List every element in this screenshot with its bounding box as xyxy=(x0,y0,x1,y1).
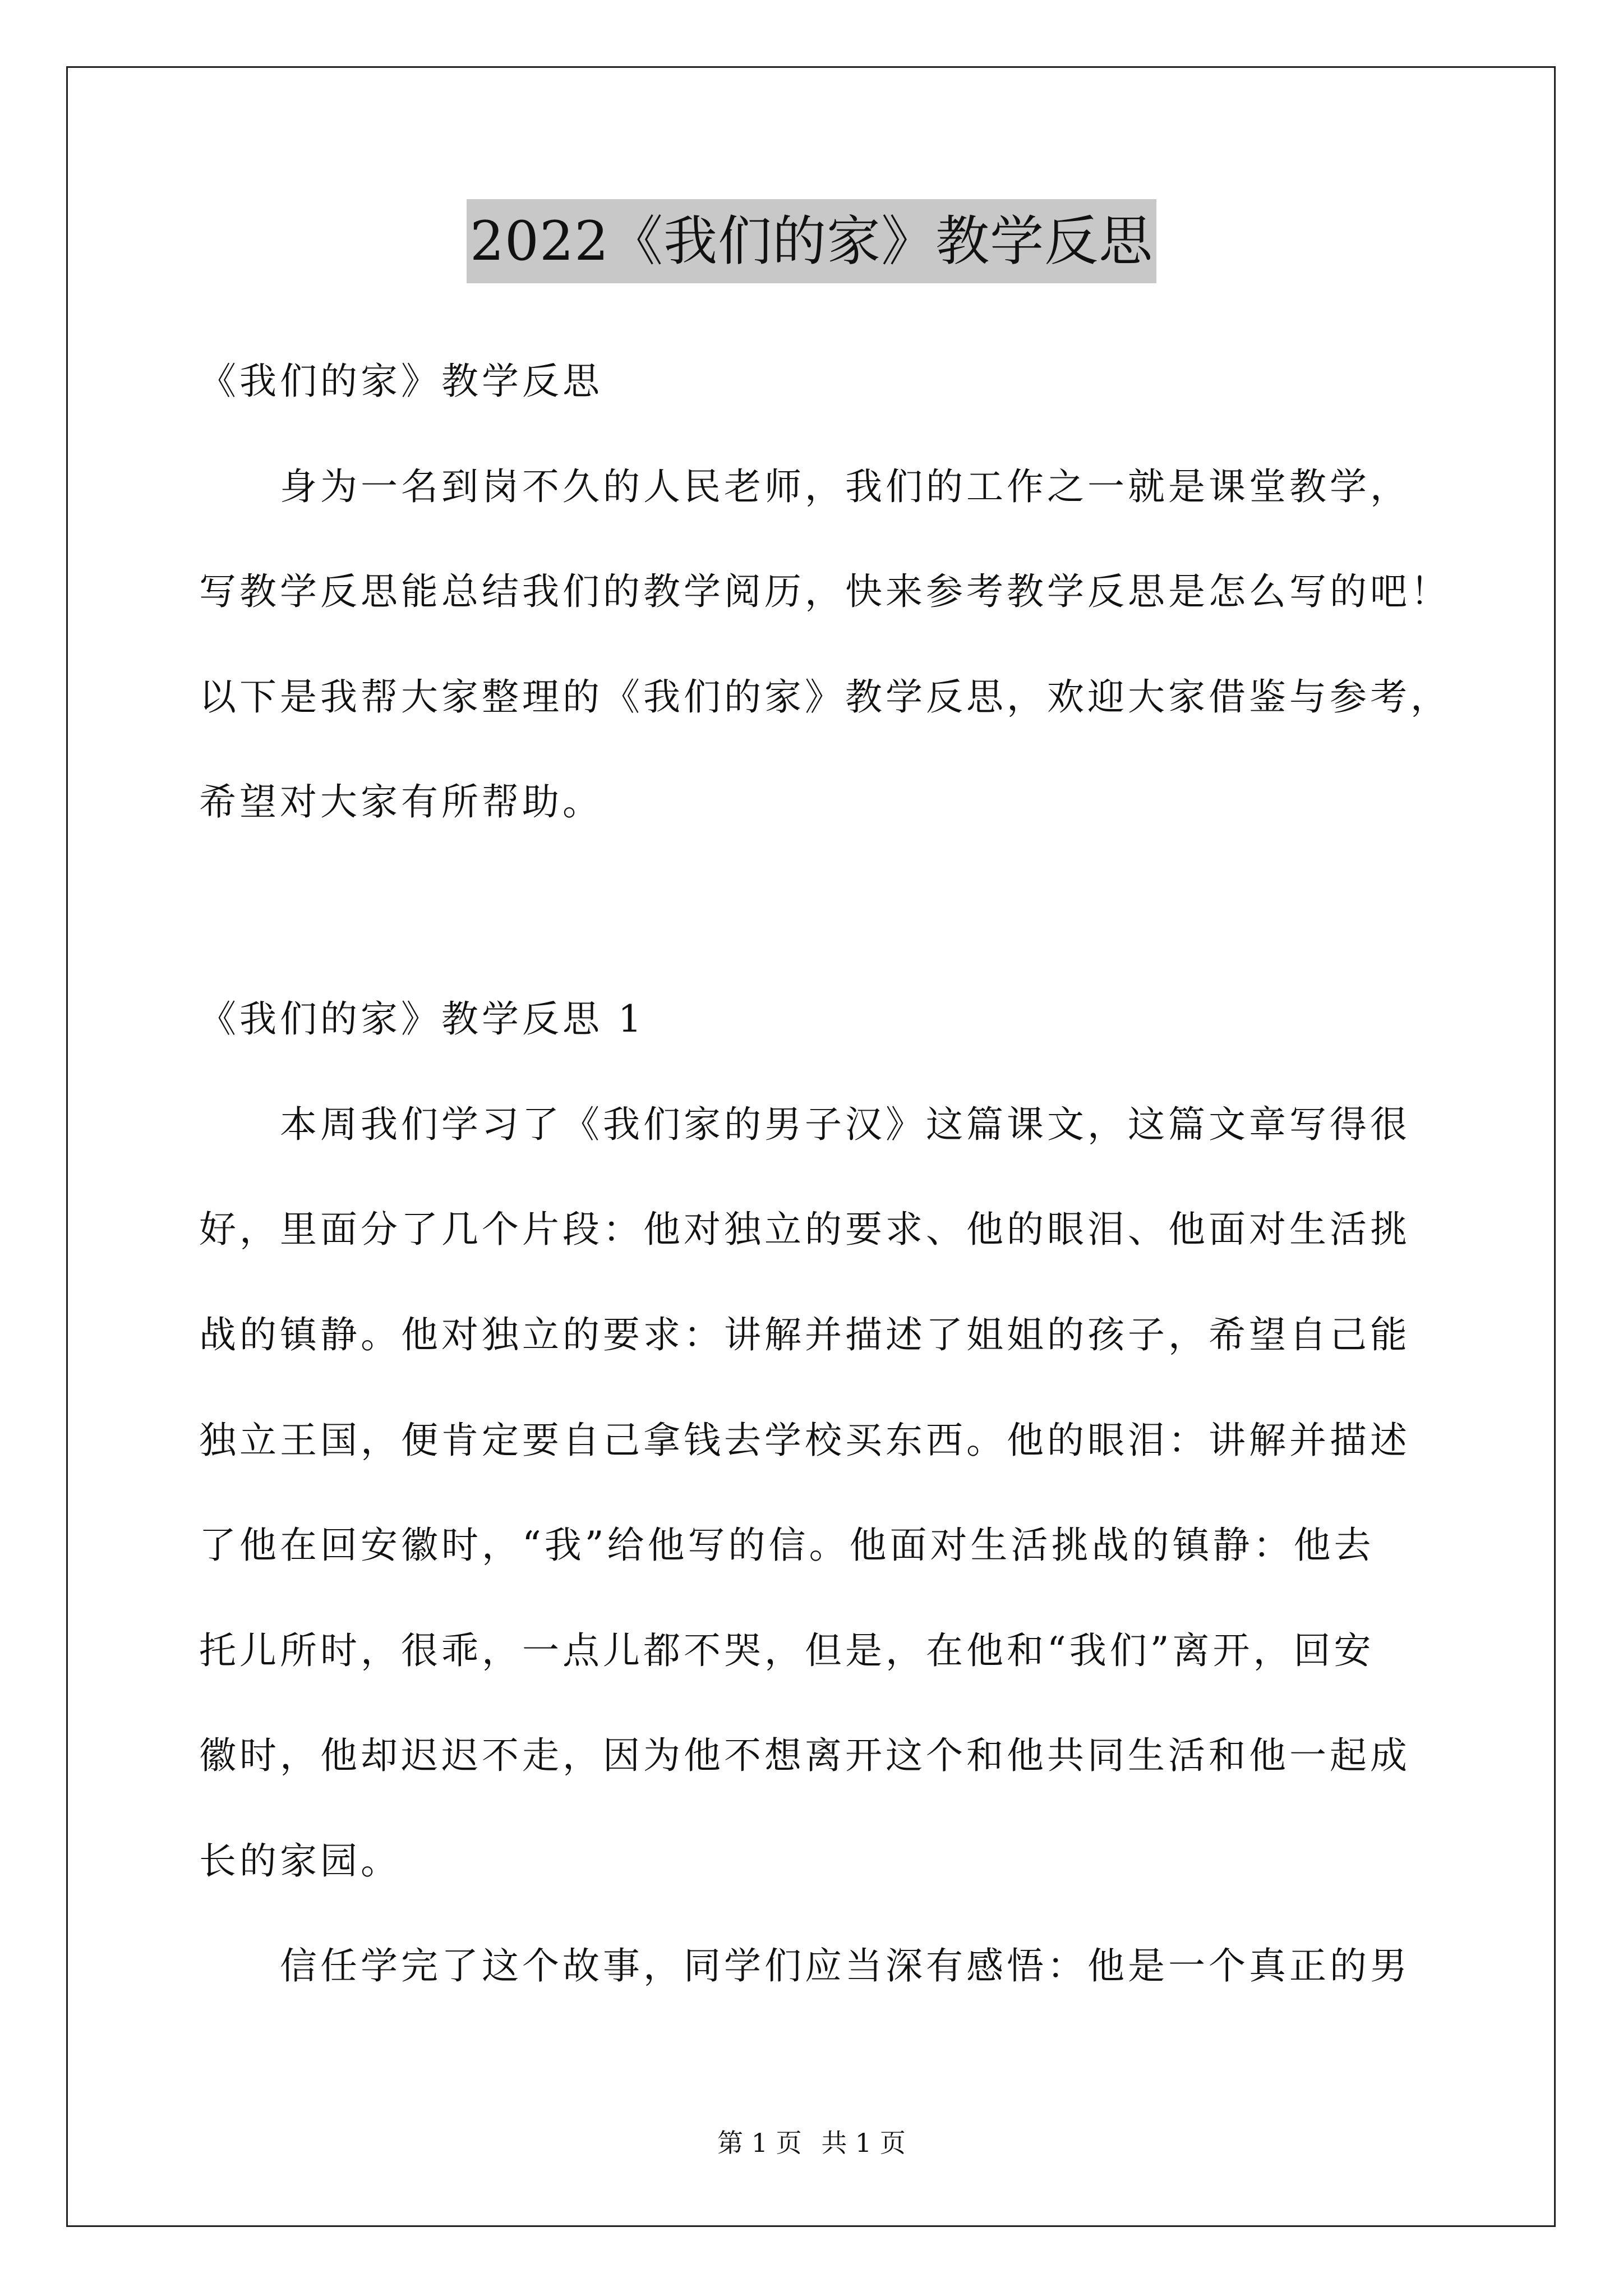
paragraph-line: 本周我们学习了《我们家的男子汉》这篇课文，这篇文章写得很 xyxy=(199,1103,1410,1146)
document-title: 2022《我们的家》教学反思 xyxy=(467,199,1156,283)
page-total: 共 1 页 xyxy=(821,2128,906,2158)
paragraph-line: 了他在回安徽时，“我”给他写的信。他面对生活挑战的镇静：他去 xyxy=(199,1524,1375,1567)
paragraph-line: 希望对大家有所帮助。 xyxy=(199,780,603,823)
paragraph-line: 好，里面分了几个片段：他对独立的要求、他的眼泪、他面对生活挑 xyxy=(199,1208,1410,1251)
title-container xyxy=(0,199,1623,283)
paragraph-line: 长的家园。 xyxy=(199,1839,401,1883)
paragraph-line: 身为一名到岗不久的人民老师，我们的工作之一就是课堂教学， xyxy=(199,465,1410,508)
paragraph-line: 托儿所时，很乖，一点儿都不哭，但是，在他和“我们”离开，回安 xyxy=(199,1629,1375,1672)
paragraph-line: 徽时，他却迟迟不走，因为他不想离开这个和他共同生活和他一起成 xyxy=(199,1734,1410,1777)
page-footer xyxy=(0,2126,1623,2160)
paragraph-line: 独立王国，便肯定要自己拿钱去学校买东西。他的眼泪：讲解并描述 xyxy=(199,1419,1410,1462)
page-number: 第 1 页 xyxy=(717,2128,802,2158)
paragraph-line: 信任学完了这个故事，同学们应当深有感悟：他是一个真正的男 xyxy=(199,1944,1410,1987)
section-heading: 《我们的家》教学反思 1 xyxy=(199,997,645,1041)
paragraph-line: 写教学反思能总结我们的教学阅历，快来参考教学反思是怎么写的吧！ xyxy=(199,570,1451,613)
paragraph-line: 战的镇静。他对独立的要求：讲解并描述了姐姐的孩子，希望自己能 xyxy=(199,1313,1410,1356)
section-heading: 《我们的家》教学反思 xyxy=(199,360,603,403)
paragraph-line: 以下是我帮大家整理的《我们的家》教学反思，欢迎大家借鉴与参考， xyxy=(199,675,1451,719)
